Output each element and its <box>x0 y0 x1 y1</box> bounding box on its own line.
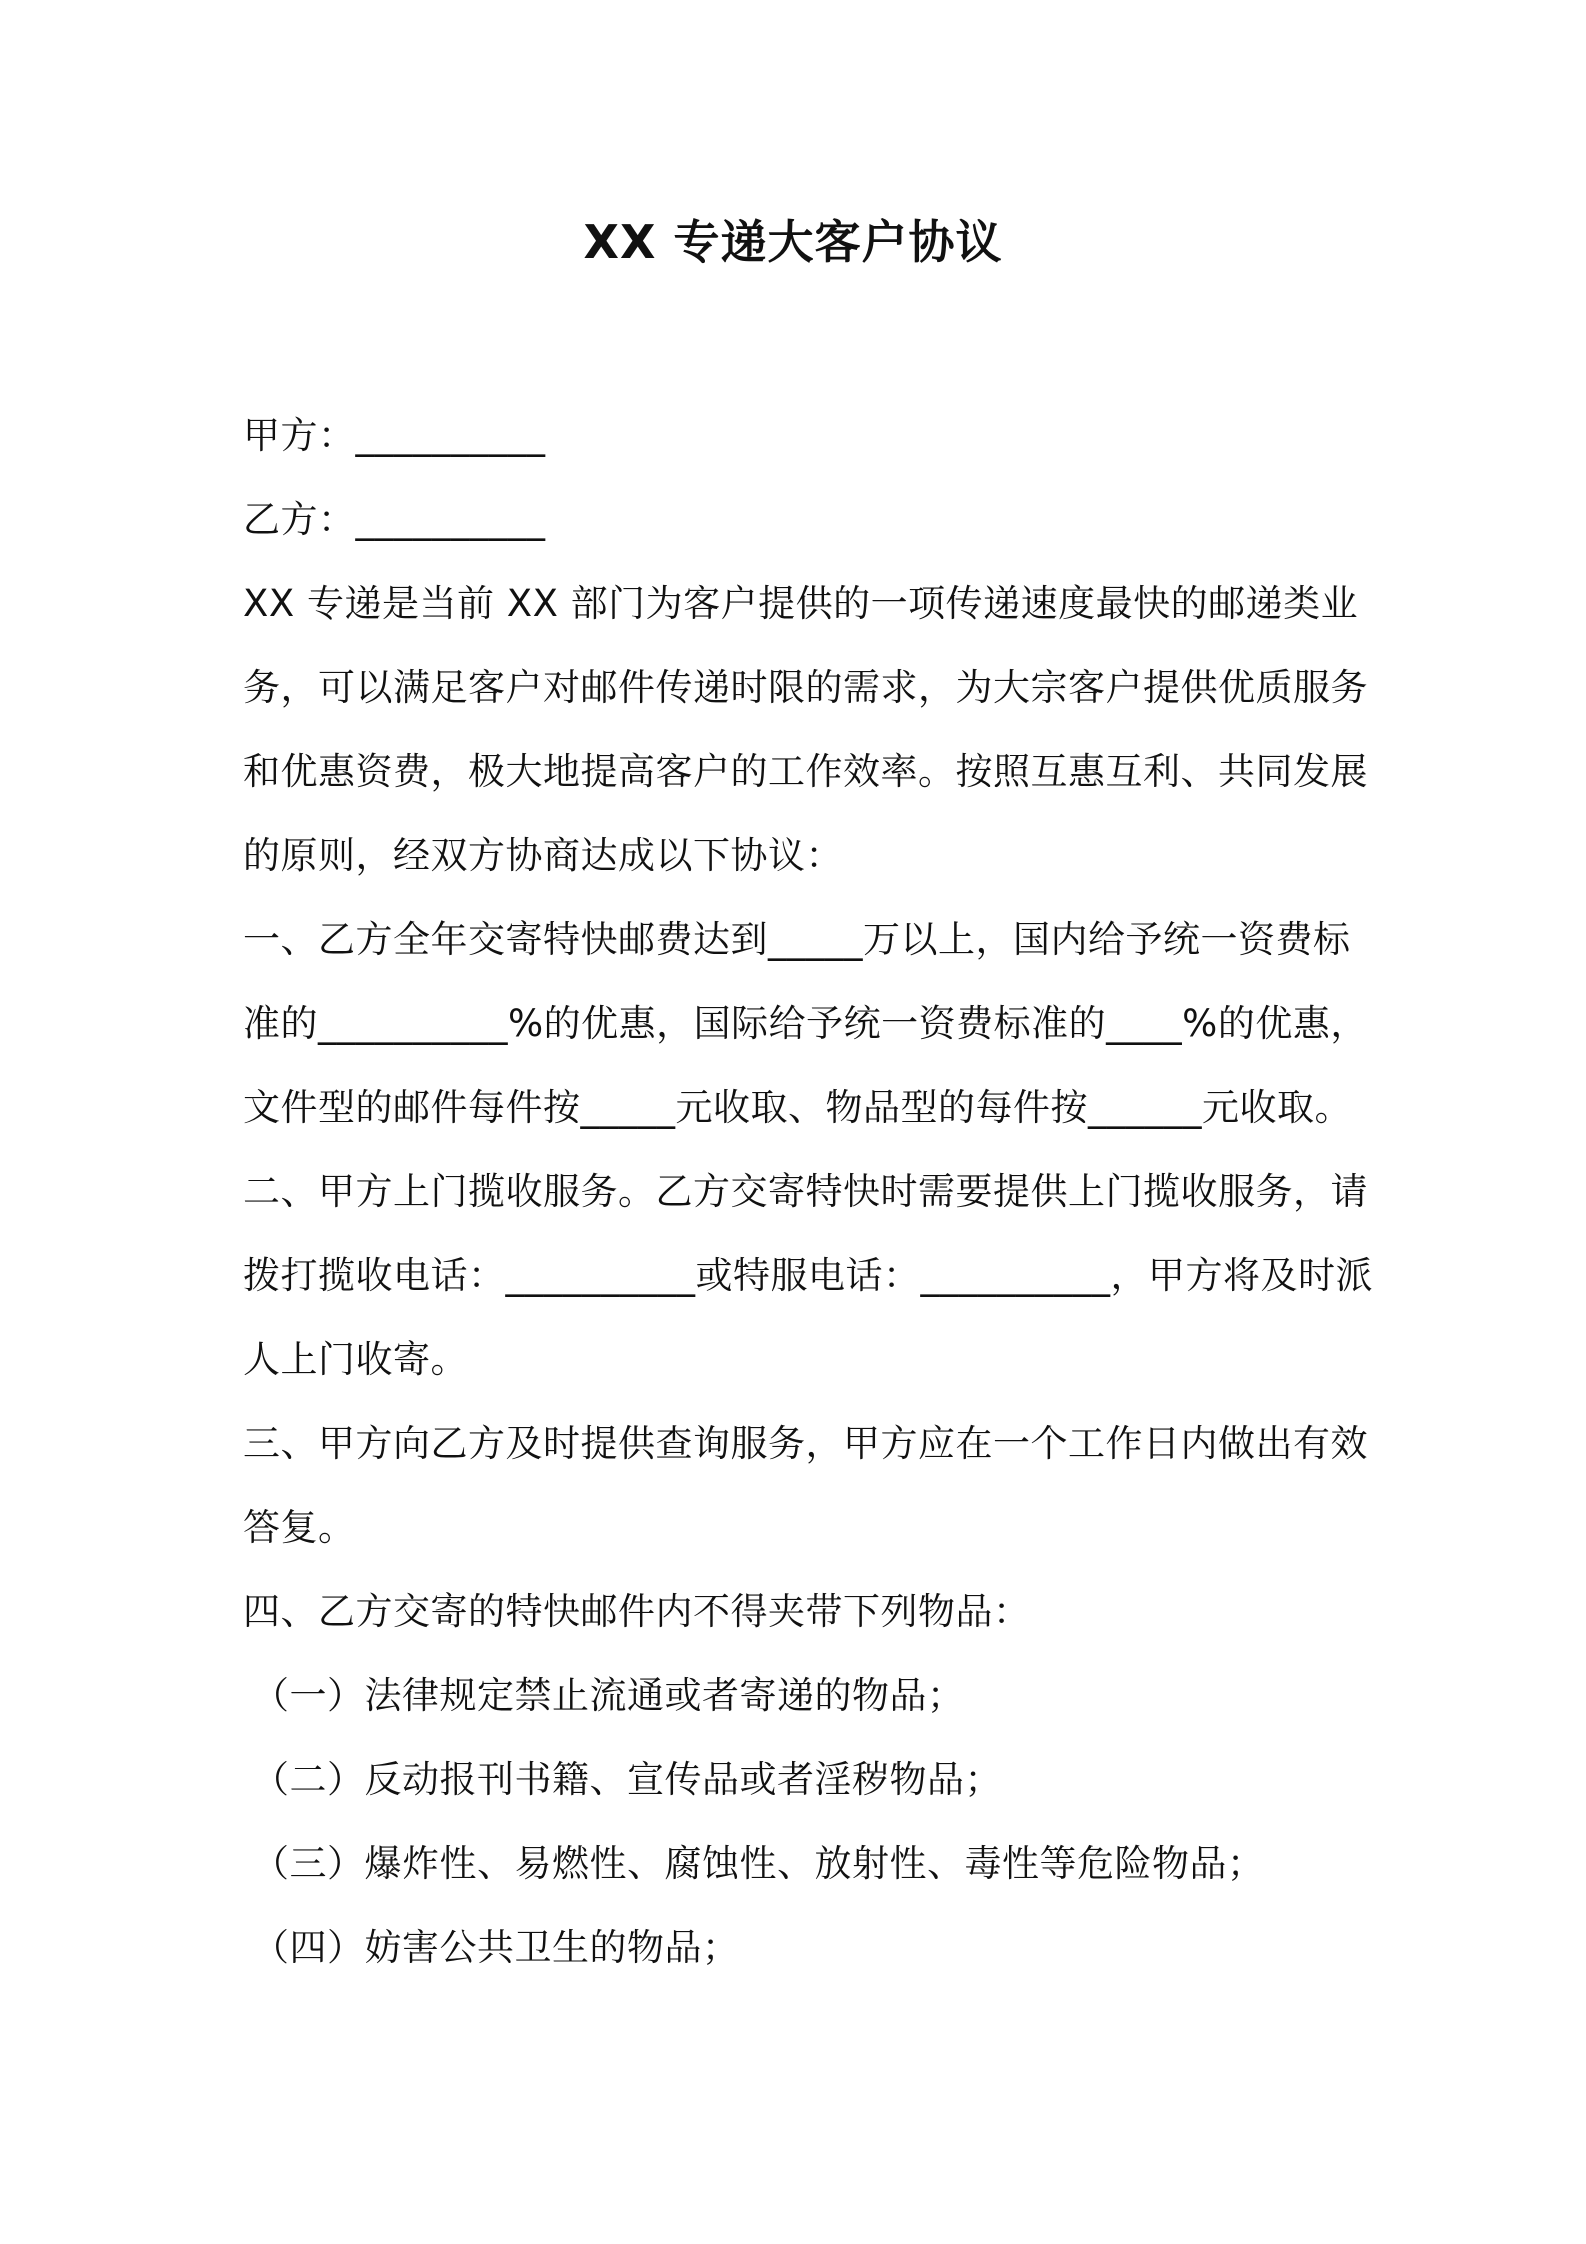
clause-2-line: 二、甲方上门揽收服务。乙方交寄特快时需要提供上门揽收服务，请 <box>243 1170 1368 1213</box>
clause-1-line: 文件型的邮件每件按_____元收取、物品型的每件按______元收取。 <box>243 1086 1352 1129</box>
party-a-line: 甲方：__________ <box>243 414 546 457</box>
clause-4-item: （一）法律规定禁止流通或者寄递的物品； <box>252 1674 965 1717</box>
party-b-line: 乙方：__________ <box>243 498 546 541</box>
clause-4-item: （三）爆炸性、易燃性、腐蚀性、放射性、毒性等危险物品； <box>252 1842 1265 1885</box>
clause-3-line: 三、甲方向乙方及时提供查询服务，甲方应在一个工作日内做出有效 <box>243 1422 1368 1465</box>
clause-2-line: 拨打揽收电话：__________或特服电话：__________，甲方将及时派 <box>243 1254 1373 1297</box>
clause-1-line: 准的__________%的优惠，国际给予统一资费标准的____%的优惠， <box>243 1002 1368 1045</box>
intro-line: 的原则，经双方协商达成以下协议： <box>243 834 843 877</box>
clause-2-line: 人上门收寄。 <box>243 1338 468 1381</box>
intro-line: 务，可以满足客户对邮件传递时限的需求，为大宗客户提供优质服务 <box>243 666 1368 709</box>
intro-line: 和优惠资费，极大地提高客户的工作效率。按照互惠互利、共同发展 <box>243 750 1368 793</box>
document-title: XX 专递大客户协议 <box>583 215 1003 269</box>
clause-1-line: 一、乙方全年交寄特快邮费达到_____万以上，国内给予统一资费标 <box>243 918 1351 961</box>
clause-4-heading: 四、乙方交寄的特快邮件内不得夹带下列物品： <box>243 1590 1031 1633</box>
clause-3-line: 答复。 <box>243 1506 356 1549</box>
clause-4-item: （二）反动报刊书籍、宣传品或者淫秽物品； <box>252 1758 1002 1801</box>
intro-line: XX 专递是当前 XX 部门为客户提供的一项传递速度最快的邮递类业 <box>243 582 1359 625</box>
clause-4-item: （四）妨害公共卫生的物品； <box>252 1926 740 1969</box>
